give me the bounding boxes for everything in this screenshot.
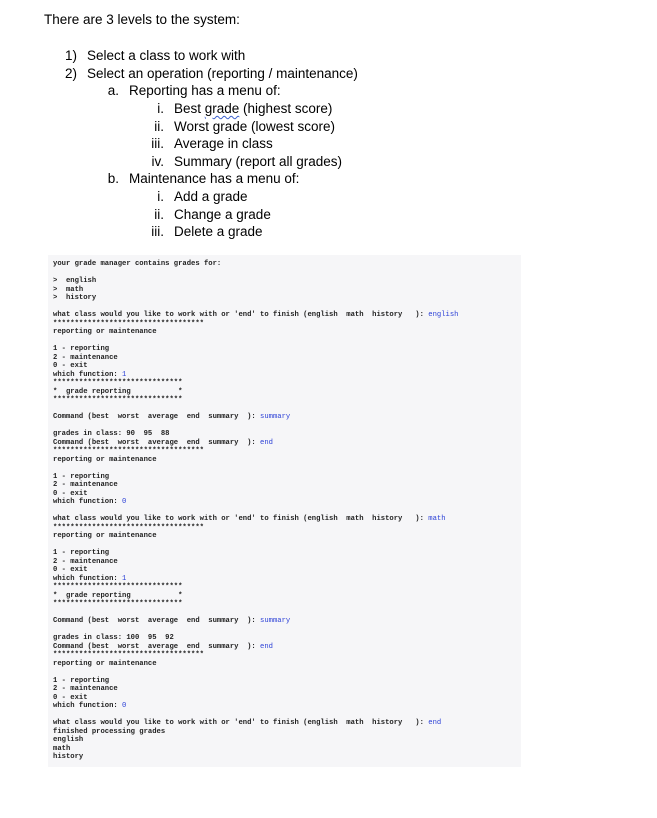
steps-list [60, 47, 358, 82]
user-input: end [428, 719, 442, 727]
console-line: english [53, 736, 84, 744]
step-number: 1) [64, 48, 77, 63]
console-line: ****************************** [53, 600, 183, 608]
console-line: 1 - reporting [53, 345, 110, 353]
console-line: grades in class: 100 95 92 [53, 634, 174, 642]
sub-text: Reporting has a menu of: [129, 83, 281, 98]
console-line: grades in class: 90 95 88 [53, 430, 170, 438]
console-line [53, 311, 521, 320]
console-line: > english [53, 277, 97, 285]
console-line: ****************************** [53, 396, 183, 404]
item-text: Worst grade (lowest score) [174, 118, 336, 134]
item-text: Add a grade [174, 189, 248, 204]
console-line [53, 515, 521, 524]
reporting-item [140, 118, 342, 136]
user-input: 1 [122, 370, 127, 379]
maintenance-menu-list [140, 188, 271, 241]
spellcheck-word: grade [204, 101, 240, 116]
item-text-part: (highest score) [239, 101, 333, 116]
step-text: Select a class to work with [87, 48, 246, 63]
console-line: reporting or maintenance [53, 532, 157, 540]
console-line: reporting or maintenance [53, 455, 157, 464]
console-line [53, 719, 521, 728]
console-line [53, 643, 521, 652]
console-line: > history [53, 294, 97, 302]
user-input: summary [260, 413, 291, 421]
console-line: *********************************** [53, 447, 204, 455]
console-line: *********************************** [53, 523, 204, 532]
sub-text: Maintenance has a menu of: [129, 171, 300, 186]
reporting-item [140, 135, 342, 153]
prompt-text: which function: [53, 702, 123, 710]
prompt-text: what class would you like to work with or 'end' to finish (english math history ): [53, 719, 429, 727]
intro-text: There are 3 levels to the system: [44, 12, 240, 27]
console-line: 2 - maintenance [53, 685, 118, 693]
console-line: * grade reporting * [53, 591, 183, 600]
console-line [53, 371, 521, 380]
console-line [53, 439, 521, 448]
console-line [53, 617, 521, 626]
console-line [53, 702, 521, 711]
item-text: Change a grade [174, 206, 271, 222]
console-line: 1 - reporting [53, 549, 110, 557]
reporting-menu-list [140, 100, 342, 170]
console-line: 1 - reporting [53, 676, 110, 685]
item-text: Summary (report all grades) [174, 153, 343, 169]
reporting-item [140, 100, 342, 118]
prompt-text: Command (best worst average end summary ): [53, 617, 261, 625]
console-line: 2 - maintenance [53, 353, 118, 362]
console-line: * grade reporting * [53, 387, 183, 396]
item-text: Delete a grade [174, 224, 263, 239]
console-line: 0 - exit [53, 489, 88, 498]
sub-number: b. [107, 171, 119, 186]
user-input: english [428, 311, 459, 319]
prompt-text: Command (best worst average end summary ): [53, 642, 261, 651]
console-line: *********************************** [53, 651, 204, 659]
user-input: math [428, 515, 446, 523]
maintenance-item [140, 223, 271, 241]
console-line: math [53, 744, 71, 753]
maintenance-heading [100, 170, 299, 188]
console-line: history [53, 753, 84, 761]
item-text [174, 100, 332, 118]
prompt-text: what class would you like to work with or 'end' to finish (english math history ): [53, 515, 429, 523]
console-line: reporting or maintenance [53, 659, 157, 668]
maintenance-item [140, 188, 271, 206]
console-line: 2 - maintenance [53, 557, 118, 566]
console-line: ****************************** [53, 379, 183, 387]
step-text: Select an operation (reporting / maintenance) [87, 65, 358, 81]
step-2 [60, 65, 358, 83]
console-line: *********************************** [53, 319, 204, 328]
user-input: end [260, 438, 273, 447]
prompt-text: Command (best worst average end summary ): [53, 413, 261, 421]
console-line: 1 - reporting [53, 472, 110, 481]
reporting-item [140, 153, 342, 171]
item-text-part: Best [174, 101, 205, 116]
console-line [53, 498, 521, 507]
console-line [53, 575, 521, 584]
prompt-text: which function: [53, 370, 123, 379]
step-number: 2) [64, 65, 77, 81]
reporting-heading [100, 82, 281, 100]
roman-number: ii. [154, 118, 164, 134]
console-line: finished processing grades [53, 727, 166, 736]
roman-number: iii. [151, 224, 164, 239]
user-input: 1 [122, 574, 127, 583]
roman-number: iv. [151, 153, 164, 169]
prompt-text: Command (best worst average end summary ): [53, 438, 261, 447]
console-line: 0 - exit [53, 362, 88, 370]
console-line [53, 413, 521, 422]
roman-number: i. [157, 101, 164, 116]
user-input: 0 [122, 498, 127, 506]
console-output [48, 255, 521, 767]
roman-number: iii. [151, 136, 164, 151]
console-line: > math [53, 285, 84, 294]
prompt-text: what class would you like to work with or 'end' to finish (english math history ): [53, 311, 429, 319]
console-line: your grade manager contains grades for: [53, 260, 222, 268]
maintenance-item [140, 206, 271, 224]
roman-number: ii. [154, 206, 164, 222]
prompt-text: which function: [53, 498, 123, 506]
console-line: 0 - exit [53, 693, 88, 702]
console-line: reporting or maintenance [53, 328, 157, 336]
sub-number: a. [107, 83, 119, 98]
console-line: ****************************** [53, 583, 183, 591]
user-input: end [260, 642, 273, 651]
prompt-text: which function: [53, 574, 123, 583]
step-1 [60, 47, 358, 65]
roman-number: i. [157, 189, 164, 204]
console-line: 0 - exit [53, 566, 88, 574]
user-input: 0 [122, 702, 127, 710]
item-text: Average in class [174, 136, 273, 151]
console-line: 2 - maintenance [53, 481, 118, 489]
user-input: summary [260, 617, 291, 625]
